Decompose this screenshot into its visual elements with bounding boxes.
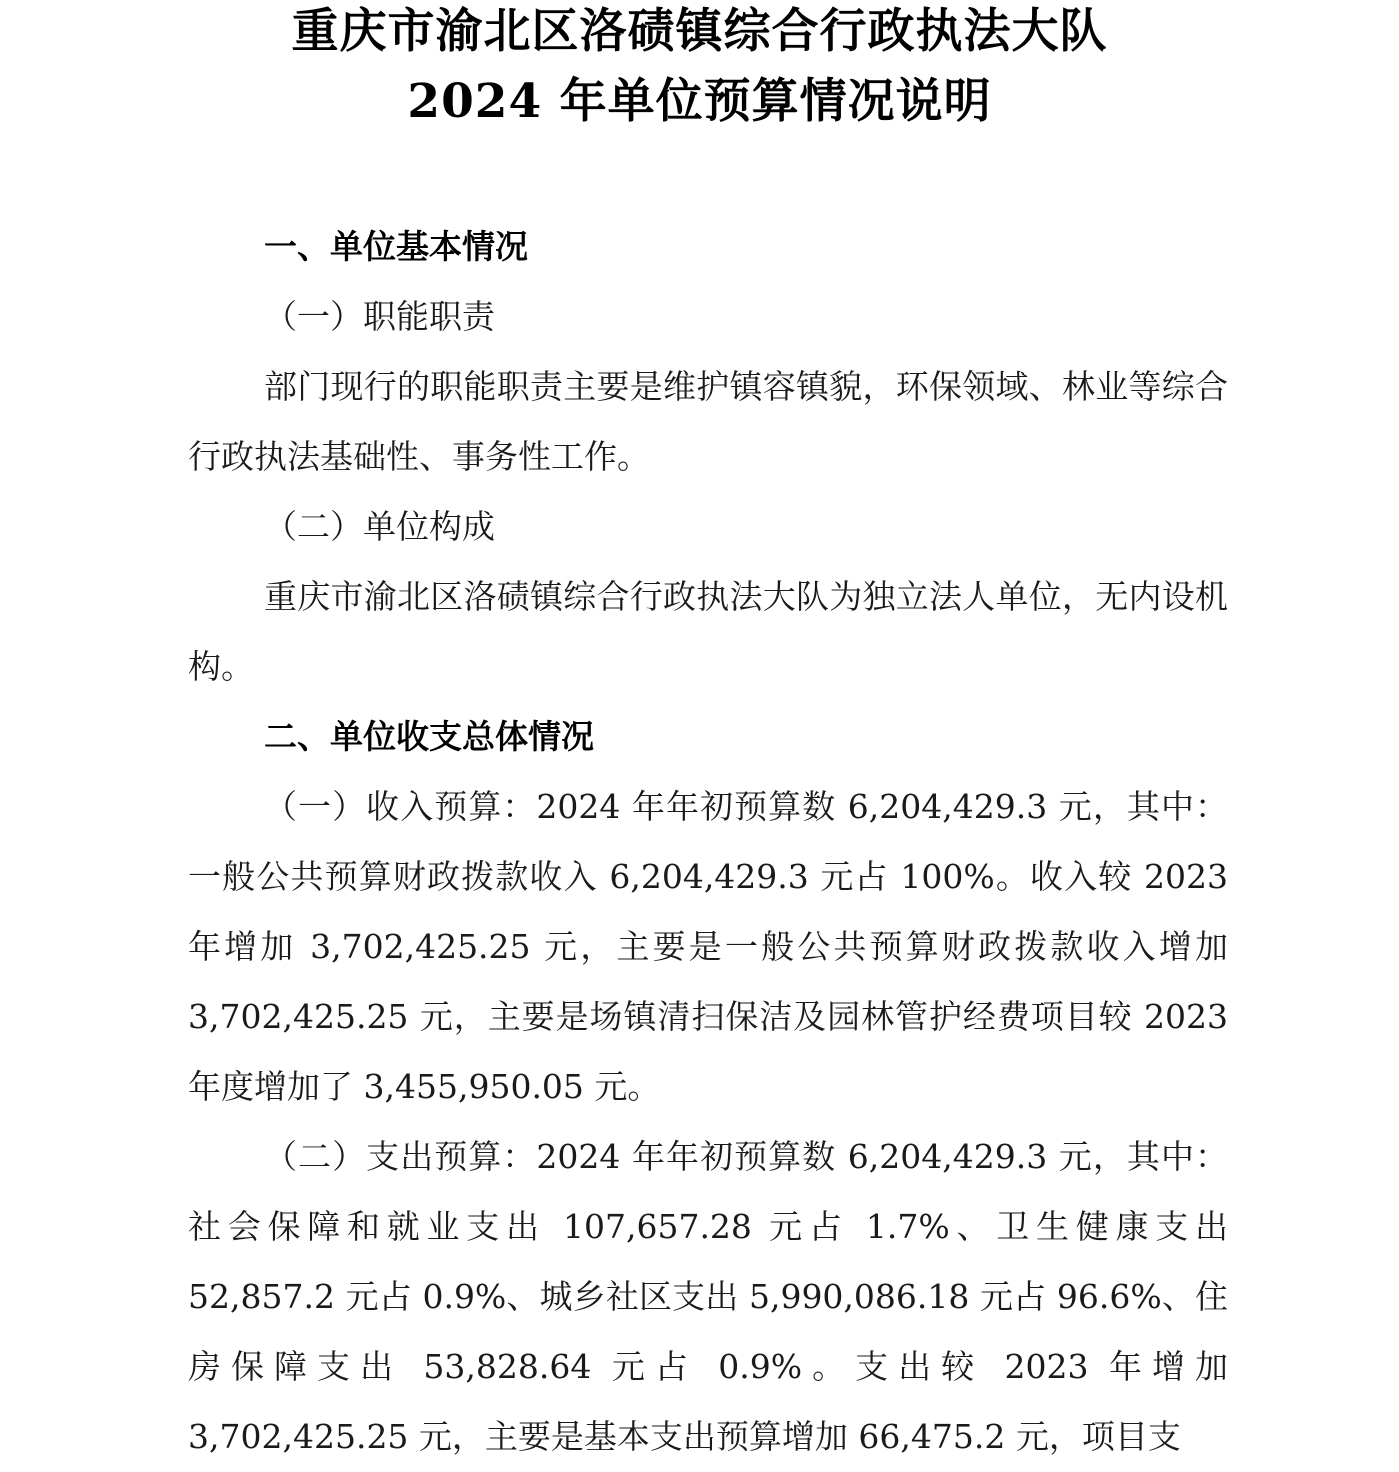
document-title-line2: 2024 年单位预算情况说明 xyxy=(407,74,992,129)
subsection-heading-composition: （二）单位构成 xyxy=(264,507,495,546)
section-heading-basic-info: 一、单位基本情况 xyxy=(264,227,528,266)
document-body xyxy=(188,212,1228,1472)
subsection-heading-functions: （一）职能职责 xyxy=(264,297,495,336)
section-heading-income-expense: 二、单位收支总体情况 xyxy=(264,717,594,756)
paragraph-composition: 重庆市渝北区洛碛镇综合行政执法大队为独立法人单位，无内设机构。 xyxy=(188,577,1228,686)
document-title-line1: 重庆市渝北区洛碛镇综合行政执法大队 xyxy=(291,4,1108,59)
paragraph-income-budget: （一）收入预算：2024 年年初预算数 6,204,429.3 元，其中：一般公共预算财政拨款收入 6,204,429.3 元占 100%。收入较 2023 年增加 3,702,425.25 元，主要是一般公共预算财政拨款收入增加 3,702,425.25 元，主要是场镇清扫保洁及园林管护经费项目较 2023 年度增加了 3,455,950.05 元。 xyxy=(188,787,1228,1106)
paragraph-expense-budget: （二）支出预算：2024 年年初预算数 6,204,429.3 元，其中：社会保障和就业支出 107,657.28 元占 1.7%、卫生健康支出 52,857.2 元占 0.9%、城乡社区支出 5,990,086.18 元占 96.6%、住房保障支出 53,828.64 元占 0.9%。支出较 2023 年增加 3,702,425.25 元，主要是基本支出预算增加 66,475.2 元，项目支 xyxy=(188,1137,1228,1456)
paragraph-functions: 部门现行的职能职责主要是维护镇容镇貌，环保领域、林业等综合行政执法基础性、事务性工作。 xyxy=(188,367,1228,476)
